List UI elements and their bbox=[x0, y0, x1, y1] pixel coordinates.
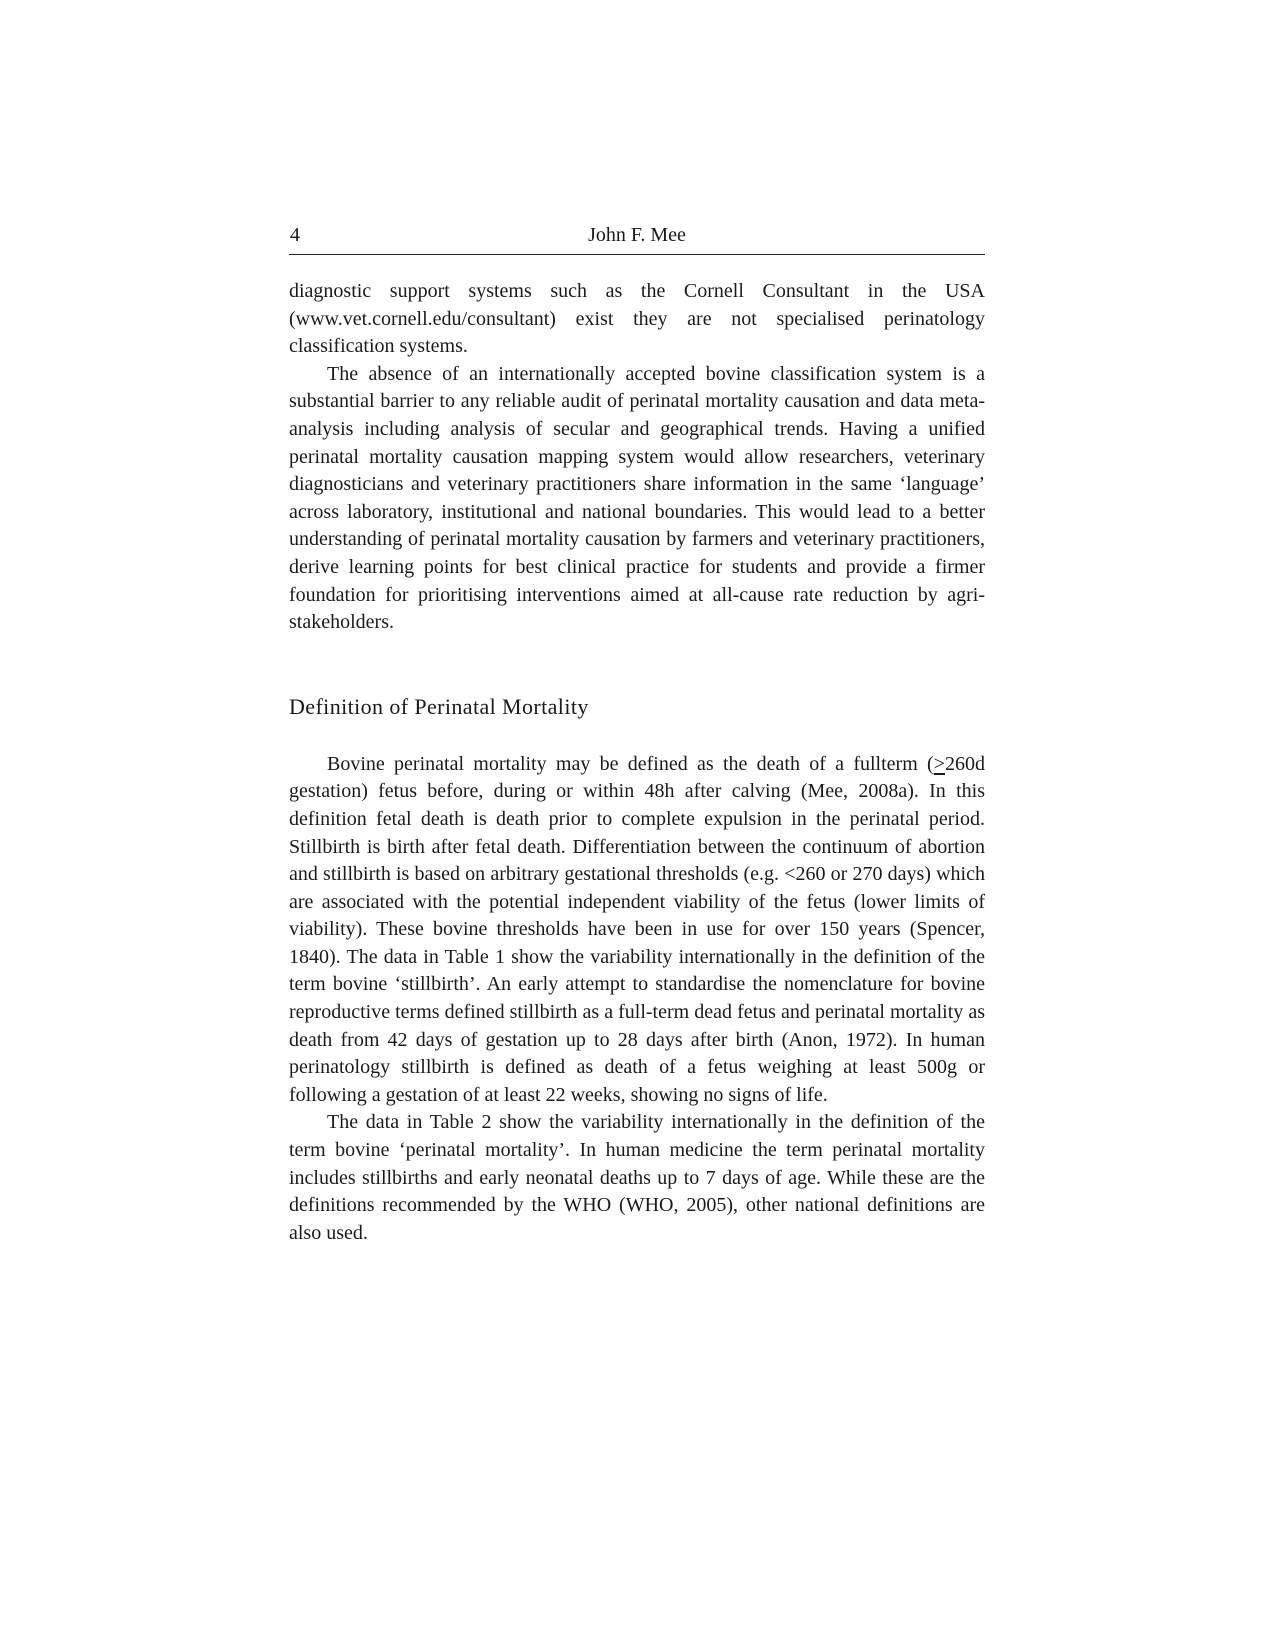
paragraph-classification-barrier: The absence of an internationally accepted bovine classification system is a substantial barrier to any reliable audit of perinatal mortality causation and data meta-analysis including analysis of secular and geographical trends. Having a unified perinatal mortality causation mapping system would allow researchers, veterinary diagnosticians and veterinary practitioners share information in the same ‘language’ across laboratory, institutional and national boundaries. This would lead to a better understanding of perinatal mortality causation by farmers and veterinary practitioners, derive learning points for best clinical practice for students and provide a firmer foundation for prioritising interventions aimed at all-cause rate reduction by agri-stakeholders. bbox=[289, 362, 985, 634]
page-number: 4 bbox=[290, 224, 300, 246]
section-heading: Definition of Perinatal Mortality bbox=[289, 693, 589, 719]
book-page bbox=[289, 224, 985, 1247]
paragraph-definition bbox=[289, 751, 985, 1110]
definition-text-start: Bovine perinatal mortality may be defined as the death of a fullterm ( bbox=[327, 752, 934, 775]
running-title: John F. Mee bbox=[588, 224, 686, 246]
section-body bbox=[289, 751, 985, 1248]
paragraph-table-2: The data in Table 2 show the variability internationally in the definition of the term bovine ‘perinatal mortality’. In human medicine the term perinatal mortality includes stillbirths and early neonatal deaths up to 7 days of age. While these are the definitions recommended by the WHO (WHO, 2005), other national definitions are also used. bbox=[289, 1111, 985, 1244]
running-header bbox=[289, 224, 985, 255]
greater-or-equal-symbol: > bbox=[933, 752, 945, 775]
definition-text-rest: 260d gestation) fetus before, during or within 48h after calving (Mee, 2008a). In this definition fetal death is death prior to complete expulsion in the perinatal period. Stillbirth is birth after fetal death. Differentiation between the continuum of abortion and stillbirth is based on arbitrary gestational thresholds (e.g. <260 or 270 days) which are associated with the potential independent viability of the fetus (lower limits of viability). These bovine thresholds have been in use for over 150 years (Spencer, 1840). The data in Table 1 show the variability internationally in the definition of the term bovine ‘stillbirth’. An early attempt to standardise the nomenclature for bovine reproductive terms defined stillbirth as a full-term dead fetus and perinatal mortality as death from 42 days of gestation up to 28 days after birth (Anon, 1972). In human perinatology stillbirth is defined as death of a fetus weighing at least 500g or following a gestation of at least 22 weeks, showing no signs of life. bbox=[289, 752, 985, 1106]
continued-paragraph: diagnostic support systems such as the Cornell Consultant in the USA (www.vet.cornell.edu/consultant) exist they are not specialised perinatology classification systems. bbox=[289, 280, 985, 358]
body-text bbox=[289, 278, 985, 637]
